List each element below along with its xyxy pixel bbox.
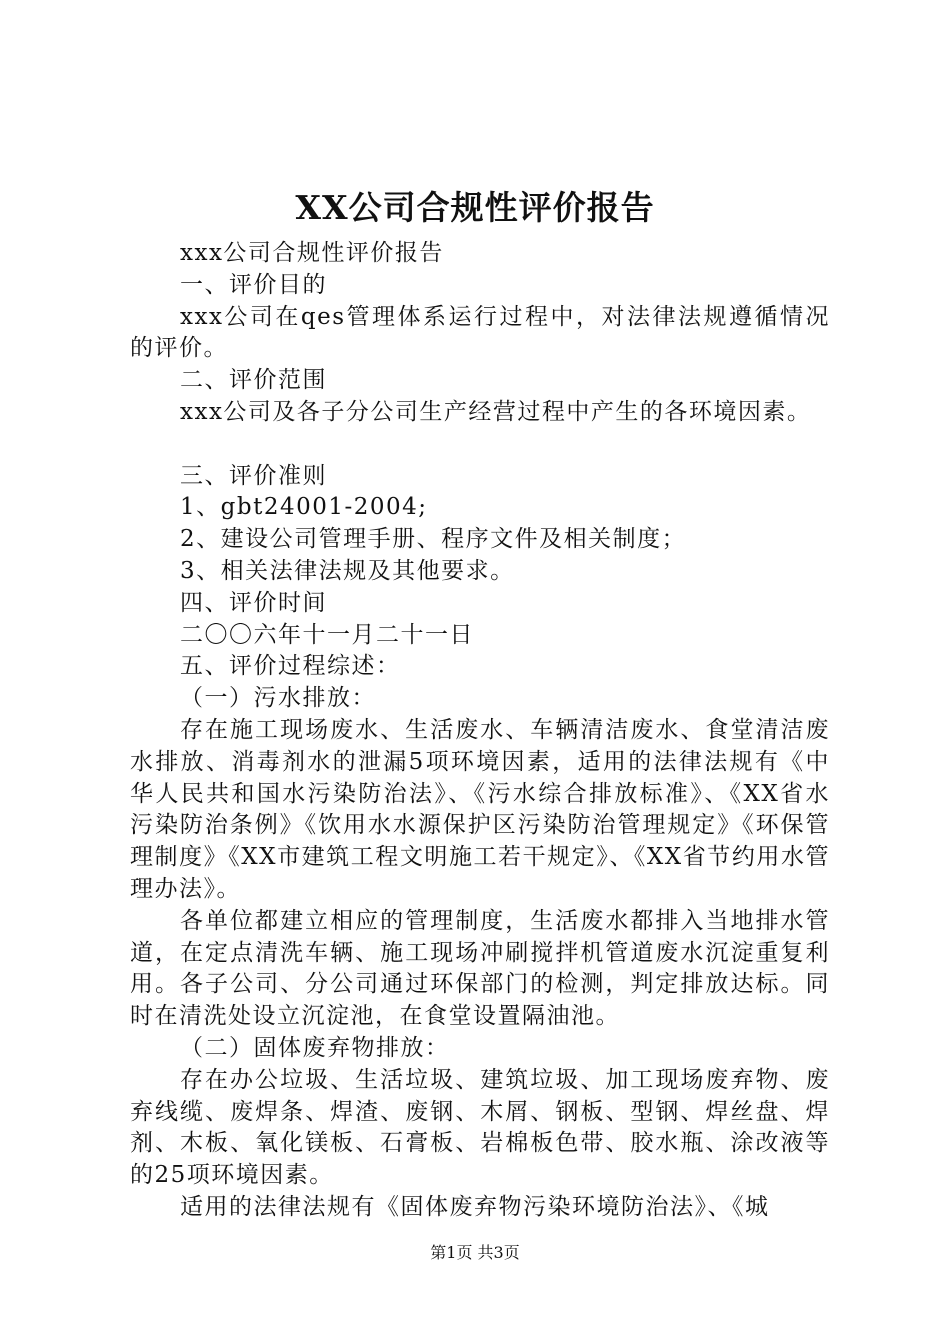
page-footer: 第1页 共3页 <box>430 1243 520 1262</box>
paragraph-scope: xxx公司及各子分公司生产经营过程中产生的各环境因素。 <box>180 398 812 425</box>
document-body <box>130 238 830 1224</box>
heading-time: 四、评价时间 <box>180 589 327 616</box>
document-title: XX公司合规性评价报告 <box>295 188 655 227</box>
paragraph-wastewater-measures: 各单位都建立相应的管理制度，生活废水都排入当地排水管道，在定点清洗车辆、施工现场冲刷搅拌机管道废水沉淀重复利用。各子公司、分公司通过环保部门的检测，判定排放达标。同时在清洗处设立沉淀池，在食堂设置隔油池。 <box>130 907 830 1030</box>
subheading-wastewater: （一）污水排放： <box>180 685 376 712</box>
criteria-item-2: 2、建设公司管理手册、程序文件及相关制度； <box>180 526 687 553</box>
heading-process: 五、评价过程综述： <box>180 653 401 680</box>
paragraph-subtitle: xxx公司合规性评价报告 <box>180 240 444 266</box>
blank-line <box>130 429 830 461</box>
criteria-item-1: 1、gbt24001-2004; <box>180 494 428 521</box>
paragraph-date: 二〇〇六年十一月二十一日 <box>180 621 474 648</box>
paragraph-solid-waste-laws: 适用的法律法规有《固体废弃物污染环境防治法》、《城 <box>180 1193 770 1220</box>
heading-criteria: 三、评价准则 <box>180 462 327 489</box>
paragraph-wastewater-factors: 存在施工现场废水、生活废水、车辆清洁废水、食堂清洁废水排放、消毒剂水的泄漏5项环境因素，适用的法律法规有《中华人民共和国水污染防治法》、《污水综合排放标准》、《XX省水污染防治条例》《饮用水水源保护区污染防治管理规定》《环保管理制度》《XX市建筑工程文明施工若干规定》、《XX省节约用水管理办法》。 <box>130 716 830 902</box>
heading-scope: 二、评价范围 <box>180 367 327 394</box>
paragraph-solid-waste-factors: 存在办公垃圾、生活垃圾、建筑垃圾、加工现场废弃物、废弃线缆、废焊条、焊渣、废钢、木屑、钢板、型钢、焊丝盘、焊剂、木板、氧化镁板、石膏板、岩棉板色带、胶水瓶、涂改液等的25项环境因素。 <box>130 1066 830 1189</box>
subheading-solid-waste: （二）固体废弃物排放： <box>180 1034 450 1061</box>
paragraph-purpose: xxx公司在qes管理体系运行过程中，对法律法规遵循情况的评价。 <box>130 303 830 362</box>
heading-purpose: 一、评价目的 <box>180 271 327 298</box>
criteria-item-3: 3、相关法律法规及其他要求。 <box>180 557 515 584</box>
